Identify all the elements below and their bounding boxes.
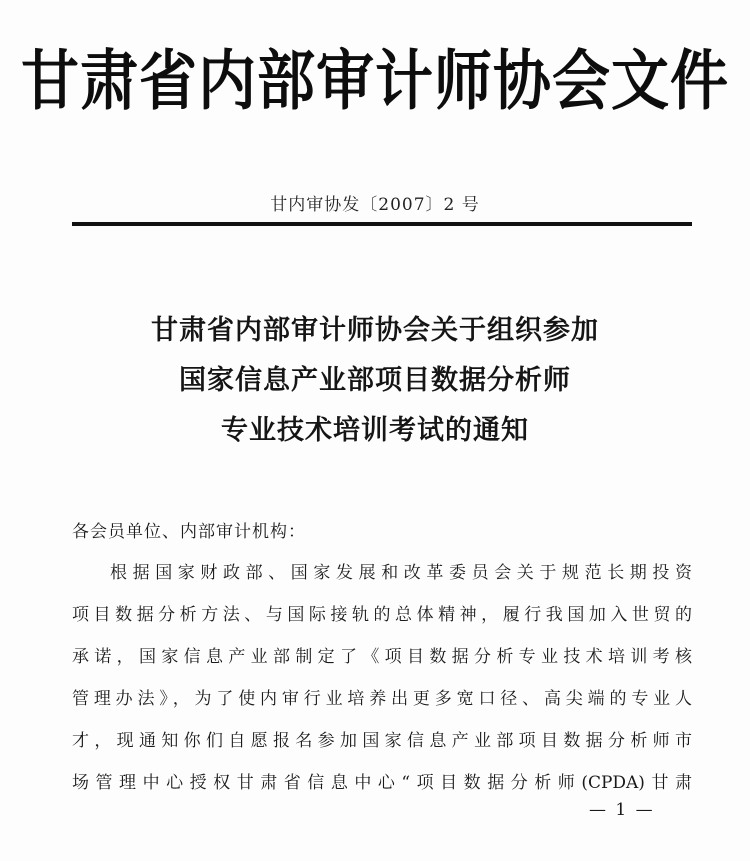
notice-title-line-2: 国家信息产业部项目数据分析师 [179, 365, 571, 396]
body-line: 管理办法》，为了使内审行业培养出更多宽口径、高尖端的专业人 [72, 689, 692, 709]
body-line: 才，现通知你们自愿报名参加国家信息产业部项目数据分析师市 [72, 731, 692, 751]
masthead-title: 甘肃省内部审计师协会文件 [20, 42, 729, 119]
notice-title-line-3: 专业技术培训考试的通知 [221, 415, 529, 446]
body-line: 项目数据分析方法、与国际接轨的总体精神，履行我国加入世贸的 [72, 605, 692, 625]
body-line: 根据国家财政部、国家发展和改革委员会关于规范长期投资 [110, 563, 692, 583]
header-divider [72, 222, 692, 226]
document-number: 甘内审协发〔2007〕2 号 [270, 195, 480, 215]
salutation: 各会员单位、内部审计机构： [72, 522, 306, 542]
notice-title-line-1: 甘肃省内部审计师协会关于组织参加 [151, 315, 599, 346]
body-line: 承诺，国家信息产业部制定了《项目数据分析专业技术培训考核 [72, 647, 692, 667]
body-line: 场管理中心授权甘肃省信息中心“项目数据分析师(CPDA)甘肃 [72, 773, 692, 793]
page-number: — 1 — [589, 800, 655, 820]
